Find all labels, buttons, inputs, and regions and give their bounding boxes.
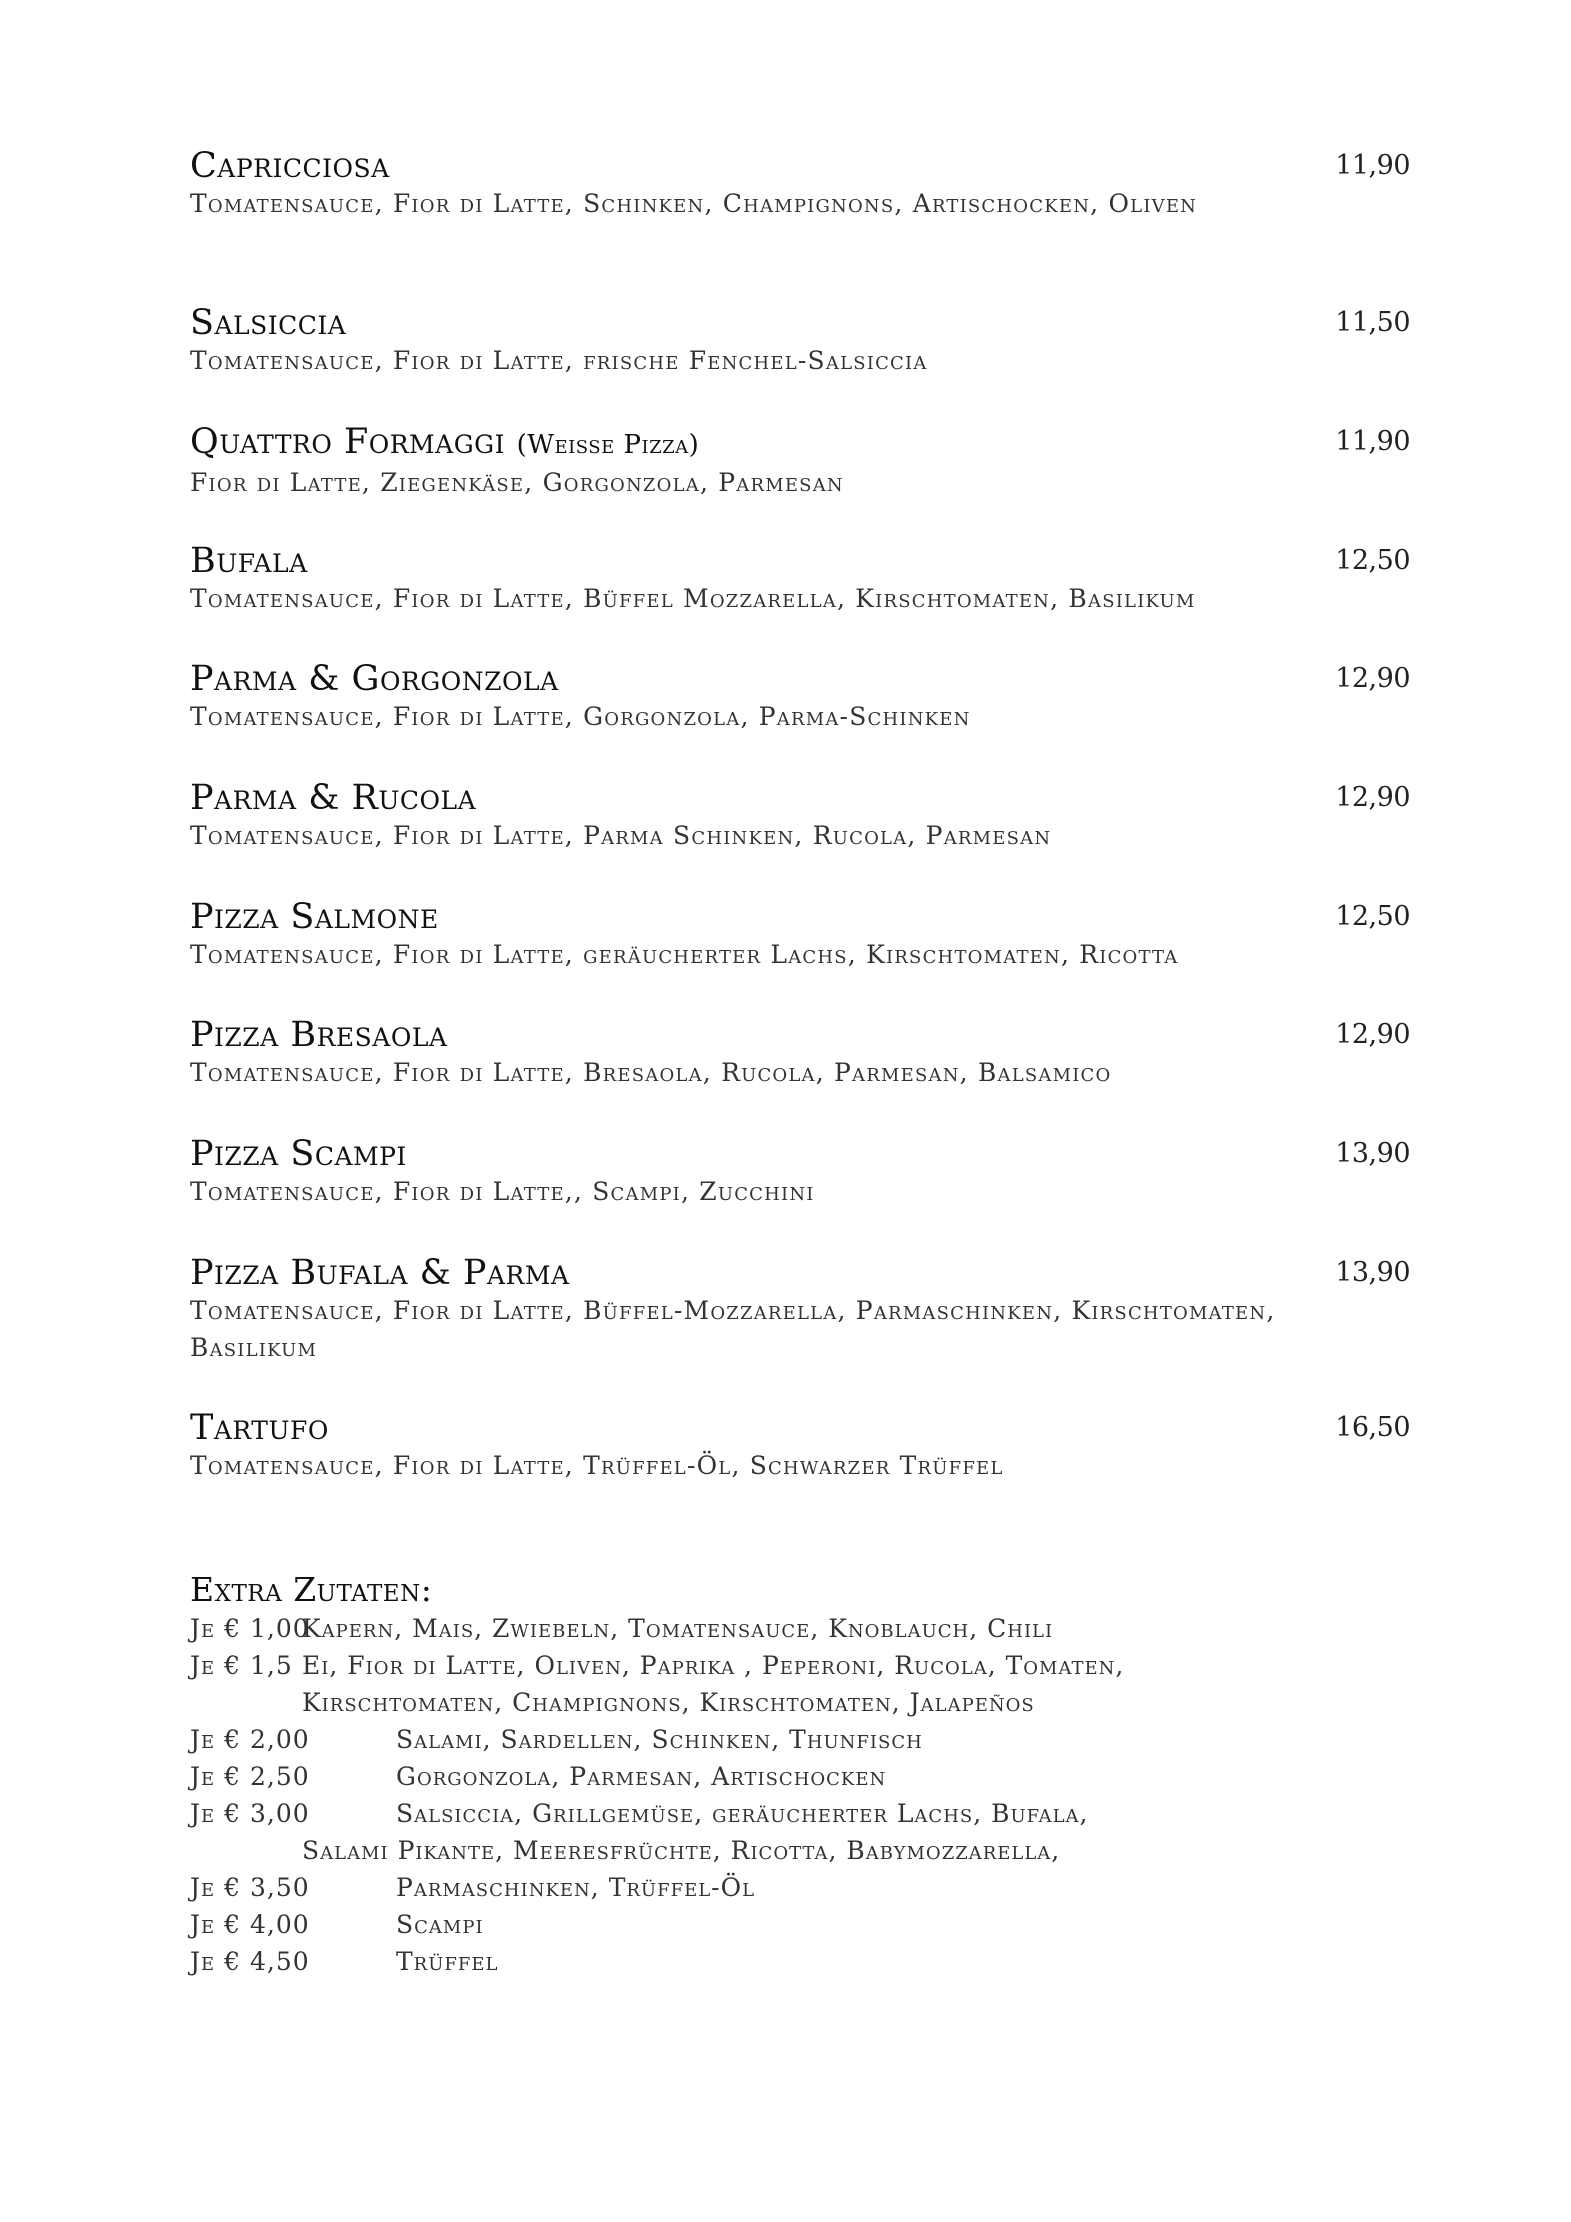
extras-price: Je € 1,5 (190, 1651, 293, 1680)
extras-price: Je € 1,00 (190, 1614, 310, 1643)
dish-description: Tomatensauce, Fior di Latte, frische Fenchel-Salsiccia (190, 346, 928, 375)
menu-item (190, 1134, 1410, 1210)
dish-name: Salsiccia (190, 303, 347, 343)
dish-note: (Weisse Pizza) (516, 430, 700, 460)
menu-item (190, 1253, 1410, 1366)
menu-item (190, 541, 1410, 617)
menu-item (190, 897, 1410, 973)
extras-items: Gorgonzola, Parmesan, Artischocken (396, 1762, 887, 1791)
menu-item (190, 778, 1410, 854)
dish-price: 13,90 (1335, 1257, 1410, 1288)
extras-row (190, 1647, 1410, 1684)
extras-row (190, 1795, 1410, 1832)
dish-price: 12,90 (1335, 1019, 1410, 1050)
extras-row (190, 1758, 1410, 1795)
dish-name: Tartufo (190, 1408, 329, 1448)
dish-name: Pizza Salmone (190, 897, 439, 937)
dish-price: 11,90 (1335, 150, 1410, 181)
extras-row (190, 1906, 1410, 1943)
dish-description: Tomatensauce, Fior di Latte, Bresaola, Rucola, Parmesan, Balsamico (190, 1058, 1112, 1087)
extras-price: Je € 2,00 (190, 1725, 310, 1754)
dish-description: Tomatensauce, Fior di Latte,, Scampi, Zucchini (190, 1177, 815, 1206)
dish-price: 13,90 (1335, 1138, 1410, 1169)
menu-item (190, 422, 1410, 501)
dish-description: Tomatensauce, Fior di Latte, Parma Schinken, Rucola, Parmesan (190, 821, 1052, 850)
extras-price: Je € 2,50 (190, 1762, 310, 1791)
menu-item (190, 146, 1410, 222)
dish-name: Pizza Bufala & Parma (190, 1253, 570, 1293)
menu-item (190, 1408, 1410, 1484)
menu-item (190, 1015, 1410, 1091)
dish-name: Pizza Bresaola (190, 1015, 448, 1055)
extras-price: Je € 3,50 (190, 1873, 310, 1902)
dish-description: Tomatensauce, Fior di Latte, Gorgonzola, Parma-Schinken (190, 702, 971, 731)
dish-price: 12,50 (1335, 545, 1410, 576)
extras-items: Kapern, Mais, Zwiebeln, Tomatensauce, Knoblauch, Chili (302, 1614, 1054, 1643)
extras-price: Je € 3,00 (190, 1799, 310, 1828)
dish-name: Capricciosa (190, 146, 390, 186)
extras-price: Je € 4,50 (190, 1947, 310, 1976)
extras-row (190, 1684, 1410, 1721)
extras-row (190, 1610, 1410, 1647)
dish-description: Tomatensauce, Fior di Latte, Schinken, Champignons, Artischocken, Oliven (190, 189, 1198, 218)
dish-name: Quattro Formaggi (Weisse Pizza) (190, 422, 700, 462)
extras-items: Salsiccia, Grillgemüse, geräucherter Lachs, Bufala, (396, 1799, 1089, 1828)
extras-items: Salami Pikante, Meeresfrüchte, Ricotta, Babymozzarella, (302, 1836, 1061, 1865)
extras-price: Je € 4,00 (190, 1910, 310, 1939)
extras-title: Extra Zutaten: (190, 1570, 433, 1609)
extras-items: Parmaschinken, Trüffel-Öl (396, 1873, 756, 1902)
extras-items: Salami, Sardellen, Schinken, Thunfisch (396, 1725, 923, 1754)
dish-price: 12,50 (1335, 901, 1410, 932)
dish-price: 11,90 (1335, 426, 1410, 457)
extras-items: Trüffel (396, 1947, 499, 1976)
extras-row (190, 1832, 1410, 1869)
dish-description: Tomatensauce, Fior di Latte, Büffel Mozzarella, Kirschtomaten, Basilikum (190, 584, 1196, 613)
extras-items: Scampi (396, 1910, 484, 1939)
dish-name: Parma & Gorgonzola (190, 659, 559, 699)
pizza-menu-page (190, 0, 1410, 2222)
dish-description: Tomatensauce, Fior di Latte, Büffel-Mozzarella, Parmaschinken, Kirschtomaten, Basilikum (190, 1296, 1276, 1362)
dish-description: Tomatensauce, Fior di Latte, Trüffel-Öl, Schwarzer Trüffel (190, 1451, 1004, 1480)
menu-item (190, 659, 1410, 735)
dish-description: Tomatensauce, Fior di Latte, geräucherter Lachs, Kirschtomaten, Ricotta (190, 940, 1179, 969)
menu-item (190, 303, 1410, 379)
dish-price: 12,90 (1335, 782, 1410, 813)
extras-items: Ei, Fior di Latte, Oliven, Paprika , Peperoni, Rucola, Tomaten, (302, 1651, 1125, 1680)
dish-name: Pizza Scampi (190, 1134, 407, 1174)
dish-description: Fior di Latte, Ziegenkäse, Gorgonzola, Parmesan (190, 468, 844, 497)
dish-price: 11,50 (1335, 307, 1410, 338)
extras-row (190, 1721, 1410, 1758)
dish-name: Parma & Rucola (190, 778, 477, 818)
extras-items: Kirschtomaten, Champignons, Kirschtomaten, Jalapeños (302, 1688, 1035, 1717)
dish-price: 12,90 (1335, 663, 1410, 694)
extra-toppings-section (190, 1570, 1410, 1980)
extras-row (190, 1869, 1410, 1906)
extras-row (190, 1943, 1410, 1980)
dish-price: 16,50 (1335, 1412, 1410, 1443)
dish-name: Bufala (190, 541, 308, 581)
